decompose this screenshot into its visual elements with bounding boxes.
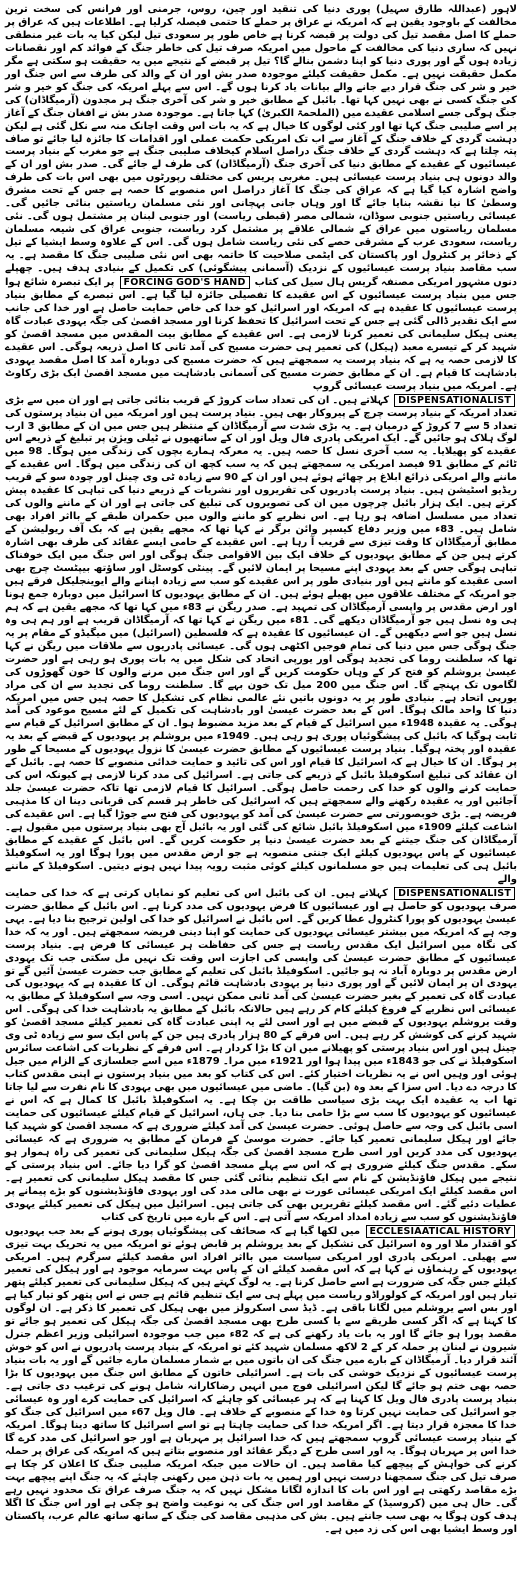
article-paragraph (5, 394, 517, 887)
paragraph-text: لاہور (عبداللہ طارق سہیل) پوری دنیا کی تنقید اور چین، روس، جرمنی اور فرانس کی سخت ترین مخالفت کے باوجود یقین ہے کہ امریکہ نے عراق پر حملے کا حتمی فیصلہ کرلیا ہے۔ اطلاعات ہیں کہ عراق پر حملے کا اصل مقصد تیل کی دولت پر قبضہ کرنا ہے خاص طور پر سعودی تیل لیکن کیا یہ بات غیر منطقی نہیں کہ ساری دنیا کی مخالفت کے ماحول میں امریکہ صرف تیل کی خاطر جنگ کے فوائد کم اور نقصانات زیادہ ہوں گے اور پوری دنیا کو اپنا دشمن بنالے گا؟ تیل پر قبضے کے نتیجے میں یہ حقیقت ہو سکتی ہے مگر مکمل حقیقت نہیں ہے۔ مکمل حقیقت کیلئے موجودہ صدر بش اور ان کے والد کی طرف سے اس جنگ اور خیر و شر کی جنگ قرار دیے جانے والے بیانات یاد کرنا ہوں گے۔ اس سے پہلے امریکہ کی جنگ کو خیر و شر کی جنگ کسی نے بھی نہیں کہا تھا۔ بائبل کے مطابق خیر و شر کی آخری جنگ ہر مجدون (آرمیگاڈان) کی جنگ ہوگی جسے اسلامی عقیدے میں (الملحمۃ الکبریٰ) کہا جاتا ہے۔ موجودہ صدر بش نے افغان جنگ کے آغاز پر اسے صلیبی جنگ کہا تھا اور کئی لوگوں کا خیال ہے کہ یہ بات اس وقت اچانک منہ سے نکل گئی ہے لیکن دہشت گردی کے خلاف جنگ کے آغاز سے اب تک امریکی حکمت عملی اور اقدامات کا جائزہ لیا جائے تو صاف پتہ چلتا ہے کہ دہشت گردی کے خلاف جنگ دراصل اسلام کیخلاف صلیبی جنگ ہے جو مغرب کے بنیاد پرست عیسائیوں کے عقیدے کے مطابق دنیا کی آخری جنگ (آرمیگاڈان) کی طرف لے جائے گی۔ صدر بش اور ان کے والد دونوں ہی بنیاد پرست عیسائی ہیں۔ مغربی پریس کی مختلف رپورٹوں میں بھی اس بات کی طرف واضح اشارہ کیا گیا ہے کہ عراق کی جنگ کا آغاز دراصل اس منصوبے کا حصہ ہے جس کے تحت مشرق وسطیٰ کا نیا نقشہ بنایا جائے گا اور وہاں جانی پہچانی اور نئی مسلمان ریاستیں بنائی جائیں گی۔ عیسائی ریاستیں جنوبی سوڈان، شمالی مصر (قبطی ریاست) اور جنوبی لبنان پر مشتمل ہوں گی۔ نئی مسلمان ریاستوں میں عراق کے شمالی علاقے پر مشتمل کرد ریاست، جنوبی عراق کی شیعہ مسلمان ریاست، سعودی عرب کے مشرقی حصے کی نئی ریاست شامل ہوں گی۔ اس کے علاوہ وسط ایشیا کے تیل کے ذخائر پر کنٹرول اور پاکستان کی ایٹمی صلاحیت کا خاتمہ بھی اس نئی صلیبی جنگ کا مقصد ہے۔ یہ سب مقاصد بنیاد پرست عیسائیوں کے نزدیک (آسمانی پیشگوئی) کی تکمیل کے بنیادی ہدف ہیں۔ چھپلے دنوں مشہور امریکی مصنفہ گریس ہال سیل کی کتاب (5, 4, 517, 289)
paragraph-text: پر ایک تبصرہ شائع ہوا جس میں بنیاد پرست عیسائیوں کے اس عقیدے کا تفصیلی جائزہ لیا گیا ہے۔ اس تبصرے کے مطابق بنیاد پرست عیسائیوں کا عقیدہ ہے کہ امریکہ اور اسرائیل کو خدا کی خاص حمایت حاصل ہے اور خدا کی جانب سے ایک تقدیر ڈالی گئی ہے جس کے تحت اسرائیل کا تحفظ کرنا اور مسجد اقصیٰ کی جگہ یہودی عبادت گاہ یعنی ہیکل سلیمانی کی تعمیر کرنا لازمی ہے۔ اس عقیدے کے مطابق بیت المقدس میں مسجد اقصیٰ کو شہید کر کے تیسرے معبد (ہیکل) کی تعمیر ہی حضرت مسیح کی آمد ثانی کا اصل ذریعہ ہوگی۔ اس عقیدے کا لازمی حصہ یہ ہے کہ بنیاد پرست یہ سمجھتے ہیں کہ حضرت مسیح کی دوبارہ آمد کا اصل مقصد یہودی بادشاہت کا قیام ہے۔ ان کے مطابق حضرت مسیح کی آسمانی بادشاہت میں مسجد اقصیٰ ایک بڑی رکاوٹ ہے۔ امریکہ میں بنیاد پرست عیسائی گروپ (5, 277, 517, 392)
term-english: DISPENSATIONALIST (394, 887, 515, 900)
paragraph-text: میں لکھا گیا ہے کہ صحائف کی پیشگوئیاں پوری ہونے کے بعد جب یہودیوں کو اقتدار ملا اور وہ اسرائیل کی تشکیل کے بعد یروشلم پر قابض ہوئے تو امریکہ میں یہ تحریک بہت تیزی سے پھیلی۔ امریکی پادری اور امریکی سیاست میں بااثر افراد اس مقصد کیلئے سرگرم ہیں۔ امریکی یہودیوں کے رہنماؤں نے کہا ہے کہ اس مقصد کیلئے ان کے پاس بہت سرمایہ موجود ہے اور ہیکل کی تعمیر کیلئے جس جگہ کی ضرورت ہے اسے حاصل کرنا ہے۔ یہ لوگ کہتے ہیں کہ ہیکل سلیمانی کی تعمیر کیلئے پتھر تیار ہیں اور امریکہ کے کولوراڈو ریاست میں پہلے ہی سے ایک تنظیم قائم ہے جس نے اس پتھر کو تیار کیا ہے اور بس اسے یروشلم میں لگانا باقی ہے۔ ڈیڈ سی اسکرولز میں بھی ہیکل کی تعمیر کا ذکر ہے۔ ان لوگوں کا کہنا ہے کہ اگر کسی طریقے سے یا کسی طرح بھی مسجد اقصیٰ کی جگہ ہیکل کی تعمیر ہو جائے تو مقصد پورا ہو جائے گا اور یہ بات یاد رکھنے کی ہے کہ 82ء میں جب موجودہ اسرائیلی وزیر اعظم جنرل شیرون نے لبنان پر حملہ کر کے 2 لاکھ مسلمان شہید کئے تو امریکہ کے بنیاد پرست پادریوں نے اس کو خوش آئند قرار دیا۔ آرمیگاڈان کے بارے میں جنگ کی ان باتوں میں بے شمار مسلمان مارے جائیں گے اور یہ بات بنیاد پرست عیسائیوں کے نزدیک خوشی کی بات ہے۔ اسرائیلی خاتون کے مطابق اس جنگ میں یہودیوں کا بڑا حصہ بھی ختم ہو جائے گا لیکن اسرائیلی فوج میں انہیں رضاکارانہ شامل ہونے کی ترغیب دی جاتی ہے۔ بنیاد پرست پادری فال ویل کا کہنا ہے کہ ہر عیسائی کو چاہئے کہ اسرائیل کی حمایت کرے اور وہ عیسائی جو اسرائیل کی حمایت نہیں کرتا وہ خدا کے منصوبے کے خلاف ہے۔ فال ویل 67ء میں اسرائیل کی جنگ کو خدا کا معجزہ قرار دیتا ہے۔ اگر امریکہ خدا کی حمایت چاہتا ہے تو اسے اسرائیل کا ساتھ دینا ہوگا۔ امریکہ کے بنیاد پرست عیسائی گروپ سمجھتے ہیں کہ خدا اسرائیل پر مہربان ہے اور جو اسرائیل کی مدد کرے گا خدا اس پر مہربان ہوگا۔ یہ اور اسی طرح کے دیگر عقائد اور منصوبے بتاتے ہیں کہ امریکہ کی عراق پر حملہ کرنے کی خواہش کے پیچھے کیا مقاصد ہیں۔ ان حالات میں جبکہ امریکہ صلیبی جنگ کا اعلان کر چکا ہے صرف تیل کی جنگ سمجھنا درست نہیں اور ہمیں یہ بات ذہن میں رکھنی چاہئے کہ یہ جنگ اپنے پیچھے بہت بڑے مقاصد رکھتی ہے اور اس بات کا اندازہ لگانا مشکل نہیں کہ یہ جنگ صرف عراق تک محدود نہیں رہے گی۔ حال ہی میں (کروسیڈ) کے مقاصد اور اس جنگ کی یہ نوعیت واضح ہو چکی ہے اور اس جنگ کا اگلا ہدف کون ہوگا یہ بھی سب جانتے ہیں۔ بش کی مذہبی مقاصد کی جنگ کے ساتھ ساتھ عالم عرب، پاکستان اور وسط ایشیا بھی اس کی زد میں ہے۔ (5, 1225, 518, 1535)
book-title-english: ECCLESIAATICAL HISTORY (366, 1225, 515, 1238)
article-paragraph (5, 887, 517, 1225)
article-paragraph (5, 4, 517, 394)
paragraph-text: کہلاتے ہیں۔ ان کی تعداد سات کروڑ کے قریب بتائی جاتی ہے اور ان میں سے بڑی تعداد امریکہ کے بنیاد پرست چرچ کے پیروکار بھی ہیں۔ بنیاد پرست ہیں اور امریکہ میں ان بنیاد پرستوں کی تعداد 5 سے 7 کروڑ کے درمیان ہے۔ یہ بڑی شدت سے آرمیگاڈان کے منتظر ہیں جس میں ان کے مطابق 3 ارب لوگ ہلاک ہو جائیں گے۔ ایک امریکی پادری فال ویل اور ان کے ساتھیوں نے ٹیلی ویژن پر تبلیغ کے ذریعے اس عقیدے کو پھیلایا۔ یہ سب آخری نسل کا حصہ ہیں۔ یہ معرکہ ہمارے بچوں کی زندگی میں ہوگا۔ 98 میں ٹائم کے مطابق 91 فیصد امریکی یہ سمجھتے ہیں کہ یہ سب کچھ ان کی زندگی میں ہوگا۔ اس عقیدے کے ماننے والے امریکی ذرائع ابلاغ پر چھائے ہوئے ہیں اور ان کے 90 سے زیادہ ٹی وی چینل اور چودہ سو کے قریب ریڈیو اسٹیشن ہیں۔ بنیاد پرست پادریوں کی تقریروں اور نشریات کے ذریعے دنیا کی تباہی کا عقیدہ پیش کرتے ہیں۔ ایک ہزار بائبل چرچوں میں ان کی تصویروں کی تبلیغ کی جاتی ہے اور ان کے ماننے والوں کی تعداد میں مسلسل اضافہ ہو رہا ہے۔ اس نظریے کو ماننے والوں میں حکمران طبقے کے بااثر افراد بھی شامل ہیں۔ 83ء میں وزیر دفاع کیسپر وائن برگر نے کہا تھا کہ مجھے یقین ہے کہ بک آف ریولیشن کے مطابق آرمیگاڈان کا وقت تیزی سے قریب آ رہا ہے۔ اس عقیدے کے حامی ایسے عقائد کی طرف بھی اشارہ کرتے ہیں جن کے مطابق یہودیوں کے خلاف ایک بین الاقوامی جنگ ہوگی اور اس جنگ میں ایک خوفناک تباہی ہوگی جس کے بعد یہودی اپنے مسیحا پر ایمان لائیں گے۔ پینٹی کوسٹل اور ساؤتھ بیپٹسٹ چرچ بھی اسی عقیدے کو مانتے ہیں اور بنیادی طور پر اس عقیدے کو سب سے زیادہ اپنانے والے ایوینجلیکل فرقے ہیں جو امریکہ کے مختلف علاقوں میں پھیلے ہوئے ہیں۔ ان کے مطابق یہودیوں کا اسرائیل میں دوبارہ جمع ہونا اور ارض مقدس پر واپسی آرمیگاڈان کی تمہید ہے۔ صدر ریگن نے 83ء میں کہا تھا کہ مجھے یقین ہے کہ ہم ہی وہ نسل ہیں جو آرمیگاڈان دیکھے گی۔ 81ء میں ریگن نے کہا تھا کہ آرمیگاڈان قریب ہے اور ہم ہی وہ نسل ہیں جو اسے دیکھیں گے۔ ان عیسائیوں کا عقیدہ ہے کہ فلسطین (اسرائیل) میں میگیڈو کے مقام پر یہ جنگ ہوگی جس میں دنیا کی تمام فوجیں اکٹھی ہوں گی۔ عیسائی پادریوں سے ملاقات میں ریگن نے کہا تھا کہ سلطنت روما کی تجدید ہوگی اور یورپی اتحاد کی شکل میں یہ بات پوری ہو رہی ہے اور حضرت عیسیٰ یروشلم کو فتح کر کے وہاں حکومت کریں گے اور اس جنگ میں مرنے والوں کا خون گھوڑوں کی لگاموں تک پہنچے گا۔ اس جنگ میں 200 میل تک خون بہے گا۔ سلطنت روما کی تجدید سے ان کی مراد یورپی اتحاد ہے۔ بنیادی طور پر یہ دونوں باتیں نئے عالمی نظام کی تشکیل کا حصہ ہیں جس میں امریکہ دنیا کا واحد مالک ہوگا۔ اس کے بعد حضرت عیسیٰ اور بادشاہت کی تکمیل کے لئے مسیح موعود کی آمد ہوگی۔ یہ عقیدہ 1948ء میں اسرائیل کے قیام کے بعد مزید مضبوط ہوا۔ ان کے مطابق اسرائیل کے قیام سے ثابت ہوگیا کہ بائبل کی پیشگوئیاں پوری ہو رہی ہیں۔ 1949ء میں یروشلم پر یہودیوں کے قبضے کے بعد یہ عقیدہ اور پختہ ہوگیا۔ بنیاد پرست عیسائیوں کے مطابق حضرت عیسیٰ کا نزول یہودیوں کے مسیحا کے طور پر ہوگا۔ ان کا خیال ہے کہ اسرائیل کا قیام اور اس کی تائید و حمایت خدائی منصوبے کا حصہ ہے۔ بائبل کے ان عقائد کی تبلیغ اسکوفیلڈ بائبل کے ذریعے کی جاتی ہے۔ اسرائیل کی مدد کرنا لازمی ہے کیونکہ اس کی حمایت کرنے والوں کو خدا کی رحمت حاصل ہوگی۔ اسرائیل کا قیام لازمی تھا تاکہ حضرت عیسیٰ جلد آجائیں اور یہ عقیدہ رکھنے والے سمجھتے ہیں کہ اسرائیل کی خاطر ہر قسم کی قربانی دینا ان کا مذہبی فریضہ ہے۔ بڑی خوبصورتی سے حضرت عیسیٰ کی آمد کو یہودیوں کی فتح سے جوڑا گیا ہے۔ اس عقیدے کی اشاعت کیلئے 1909ء میں اسکوفیلڈ بائبل شائع کی گئی اور یہ بائبل آج بھی بنیاد پرستوں میں مقبول ہے۔ آرمیگاڈان کی جنگ جیتنے کے بعد حضرت عیسیٰ دنیا پر حکومت کریں گے۔ اس بائبل کے عقیدے کے مطابق عیسائیوں کے پاس یہودیوں کیلئے ایک جنتی منصوبہ ہے جو ارض مقدس میں پورا ہوگا اور یہ اسکوفیلڈ بائبل ہی کی تعلیمات ہیں جو مسلمانوں کیلئے کوئی مثبت رویہ پیدا نہیں ہونے دیتیں۔ اسکوفیلڈ کے ماننے والے (5, 394, 518, 885)
book-title-english: FORCING GOD'S HAND (120, 276, 250, 289)
article-paragraph (5, 1225, 517, 1537)
term-english: DISPENSATIONALIST (394, 394, 515, 407)
article-body (5, 4, 517, 1536)
paragraph-text: کہلاتے ہیں۔ ان کی بائبل اس کی تعلیم کو نمایاں کرتی ہے کہ خدا کی حمایت صرف یہودیوں کو حاصل ہے اور عیسائیوں کا فرض یہودیوں کی مدد کرنا ہے۔ اس بائبل کے مطابق حضرت عیسیٰ یہودیوں کو پورا کنٹرول عطا کریں گے۔ اس بائبل نے اسرائیل کو خدا کی اولین ترجیح بنا دیا ہے۔ یہی وجہ ہے کہ امریکہ میں بیشتر عیسائی یہودیوں کی حمایت کو اپنا دینی فریضہ سمجھتے ہیں۔ اور یہ کہ خدا کی نگاہ میں اسرائیل ایک مقدس ریاست ہے جس کی حفاظت ہر عیسائی کا فرض ہے۔ بنیاد پرست عیسائیوں کے مطابق حضرت عیسیٰ کی واپسی کی اجازت اس وقت تک نہیں مل سکتی جب تک یہودی ارض مقدس پر دوبارہ آباد نہ ہو جائیں۔ اسکوفیلڈ بائبل کی تعلیم کے مطابق جب حضرت عیسیٰ آئیں گے تو یہودی ان پر ایمان لائیں گے اور پوری دنیا پر یہودی بادشاہت قائم ہوگی۔ ان کا عقیدہ ہے کہ یہودیوں کی عبادت گاہ کی تعمیر کے بغیر حضرت عیسیٰ کی آمد ثانی ممکن نہیں۔ اسی وجہ سے اسکوفیلڈ کے مطابق یہ عیسائی اس نظریے کے فروغ کیلئے کام کر رہے ہیں حالانکہ بائبل کے مطابق یہ بادشاہت خدا کی ہوگی۔ اس وقت یروشلم یہودیوں کے قبضے میں ہے اور اسی لئے یہ اپنی عبادت گاہ کی تعمیر کیلئے مسجد اقصیٰ کو شہید کرنے کی کوشش کر رہے ہیں۔ اس فرقے کے 80 ہزار پادری ہیں جن کے پاس ایک سو سے زیادہ ٹی وی چینل ہیں اور اس بنیاد پرستی کو پھیلانے میں ان کا بڑا کردار ہے۔ اس فرقے کے نظریات کی اشاعت سائرس اسکوفیلڈ نے کی جو 1843ء میں پیدا ہوا اور 1921ء میں مرا۔ 1879ء میں اسے جعلسازی کے الزام میں جیل ہوئی اور وہیں اس نے یہ نظریات اختیار کئے۔ اس کی کتاب کو بعد میں بنیاد پرستوں نے اپنی مقدس کتاب کا درجہ دے دیا۔ اس سزا کے بعد وہ (بن گیا)۔ ماضی میں عیسائیوں میں بھی یہودی کا نام نفرت سے لیا جاتا تھا اب یہ عقیدہ ایک بہت بڑی سیاسی طاقت بن چکا ہے۔ یہ اسکوفیلڈ بائبل کا کمال ہے کہ اس نے عیسائیوں کو یہودیوں کا سب سے بڑا حامی بنا دیا۔ جی ہاں، اسرائیل کے قیام کیلئے عیسائیوں کی حمایت اسی بائبل کی وجہ سے حاصل ہوئی۔ حضرت عیسیٰ کی آمد کیلئے ضروری ہے کہ مسجد اقصیٰ کو شہید کیا جائے اور ہیکل سلیمانی تعمیر کیا جائے۔ حضرت موسیٰ کے فرمان کے مطابق یہ ضروری ہے کہ عیسائی یہودیوں کی مدد کریں اور اسی طرح مسجد اقصیٰ کی جگہ ہیکل سلیمانی کی تعمیر کی راہ ہموار ہو سکے۔ مقدس جنگ کیلئے ضروری ہے کہ اس سے پہلے مسجد اقصیٰ کو گرا دیا جائے۔ اس بنیاد پرستی کے نتیجے میں ہیکل فاؤنڈیشن کے نام سے ایک تنظیم بنائی گئی جس کا مقصد ہیکل سلیمانی کی تعمیر ہے۔ اس مقصد کیلئے ایک امریکی عیسائی عورت نے بھی مالی مدد کی اور یہودی فاؤنڈیشنوں کو بڑے پیمانے پر عطیات دئیے گئے۔ اس مقصد کیلئے تقریریں بھی کی جاتی ہیں۔ اسرائیل میں ہیکل کی تعمیر کیلئے یہودی فاؤنڈیشنوں کو سب سے زیادہ امداد امریکہ سے آتی ہے۔ اس کے بارے میں تاریخ کی کتاب (5, 887, 517, 1223)
